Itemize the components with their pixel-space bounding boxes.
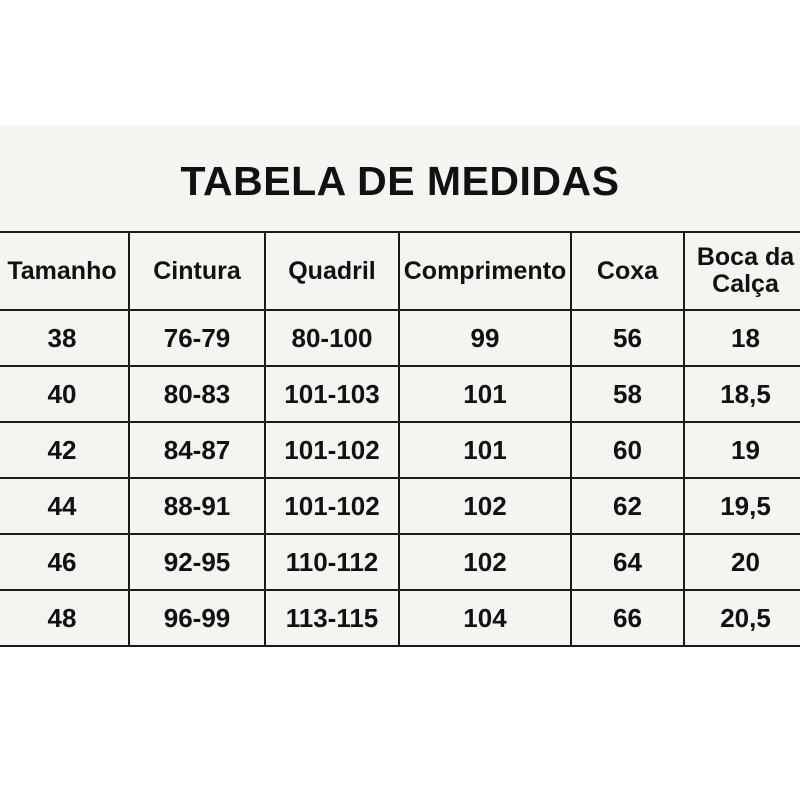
cell-coxa: 64 — [571, 534, 684, 590]
cell-comprimento: 104 — [399, 590, 571, 646]
cell-quadril: 101-102 — [265, 478, 399, 534]
cell-quadril: 101-102 — [265, 422, 399, 478]
cell-tamanho: 40 — [0, 366, 129, 422]
cell-tamanho: 42 — [0, 422, 129, 478]
cell-cintura: 92-95 — [129, 534, 265, 590]
cell-quadril: 110-112 — [265, 534, 399, 590]
top-margin — [0, 0, 800, 125]
table-row — [0, 310, 800, 366]
cell-tamanho: 38 — [0, 310, 129, 366]
column-header-tamanho: Tamanho — [0, 232, 129, 310]
cell-coxa: 60 — [571, 422, 684, 478]
cell-boca-da-calca: 19,5 — [684, 478, 800, 534]
cell-boca-da-calca: 18 — [684, 310, 800, 366]
bottom-margin — [0, 662, 800, 800]
column-header-quadril: Quadril — [265, 232, 399, 310]
cell-quadril: 101-103 — [265, 366, 399, 422]
cell-comprimento: 102 — [399, 478, 571, 534]
measurements-table — [0, 231, 800, 647]
cell-tamanho: 48 — [0, 590, 129, 646]
cell-coxa: 56 — [571, 310, 684, 366]
cell-tamanho: 46 — [0, 534, 129, 590]
cell-boca-da-calca: 20 — [684, 534, 800, 590]
cell-tamanho: 44 — [0, 478, 129, 534]
chart-sheet — [0, 125, 800, 647]
page-title: TABELA DE MEDIDAS — [180, 158, 620, 204]
column-header-boca-da-calca: Boca da Calça — [684, 232, 800, 310]
cell-boca-da-calca: 19 — [684, 422, 800, 478]
cell-comprimento: 99 — [399, 310, 571, 366]
cell-cintura: 84-87 — [129, 422, 265, 478]
cell-cintura: 76-79 — [129, 310, 265, 366]
table-row — [0, 478, 800, 534]
cell-cintura: 80-83 — [129, 366, 265, 422]
cell-comprimento: 101 — [399, 422, 571, 478]
cell-boca-da-calca: 18,5 — [684, 366, 800, 422]
column-header-cintura: Cintura — [129, 232, 265, 310]
cell-cintura: 88-91 — [129, 478, 265, 534]
table-row — [0, 366, 800, 422]
table-row — [0, 590, 800, 646]
column-header-coxa: Coxa — [571, 232, 684, 310]
cell-cintura: 96-99 — [129, 590, 265, 646]
table-row — [0, 422, 800, 478]
cell-comprimento: 102 — [399, 534, 571, 590]
cell-quadril: 113-115 — [265, 590, 399, 646]
cell-boca-da-calca: 20,5 — [684, 590, 800, 646]
column-header-comprimento: Comprimento — [399, 232, 571, 310]
table-row — [0, 534, 800, 590]
cell-quadril: 80-100 — [265, 310, 399, 366]
cell-coxa: 66 — [571, 590, 684, 646]
cell-comprimento: 101 — [399, 366, 571, 422]
cell-coxa: 62 — [571, 478, 684, 534]
table-header-row — [0, 232, 800, 310]
cell-coxa: 58 — [571, 366, 684, 422]
